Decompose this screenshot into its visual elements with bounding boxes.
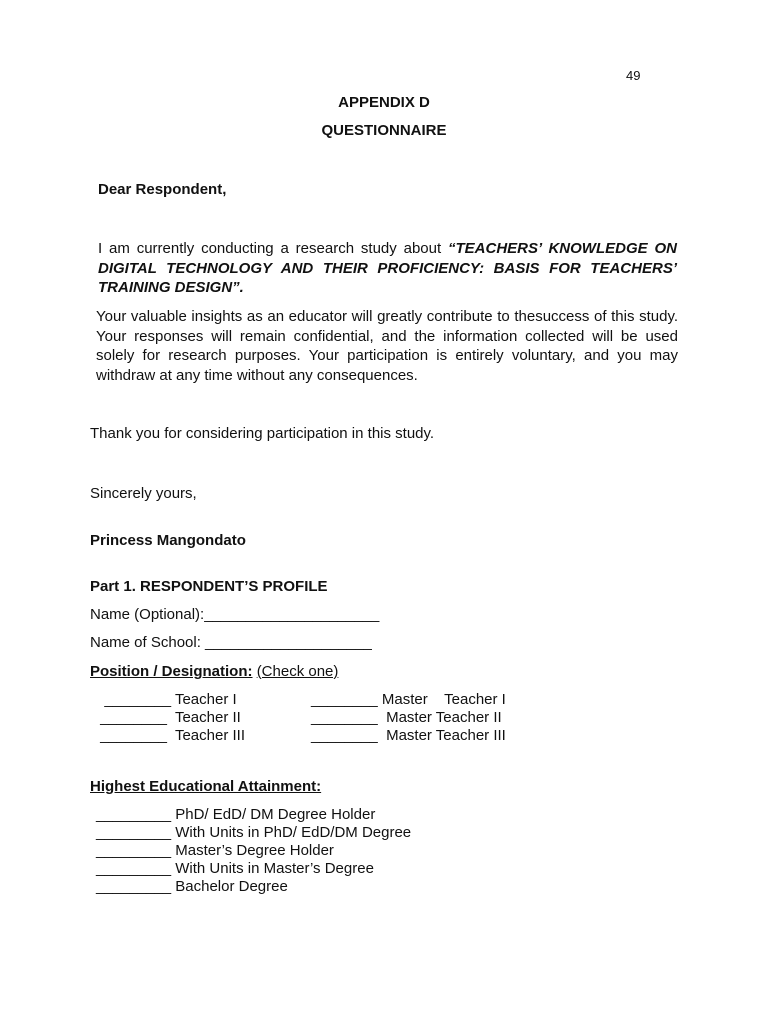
body-paragraph: Your valuable insights as an educator will greatly contribute to thesuccess of this study. Your responses will remain confidential, and the information collected will be used solely for research purposes. Your participation is entirely voluntary, and you may withdraw at any time without any consequences. [96, 308, 678, 384]
position-option-master-2: ________ Master Teacher II [311, 709, 502, 726]
position-option-teacher-3: ________ Teacher III [96, 727, 246, 744]
education-option: _________ PhD/ EdD/ DM Degree Holder [96, 806, 376, 823]
position-option-master-3: ________ Master Teacher III [311, 727, 506, 744]
study-title: “TEACHERS’ KNOWLEDGE ON DIGITAL TECHNOLOGY AND THEIR PROFICIENCY: BASIS FOR TEACHERS’ TRAINING DESIGN”. [98, 240, 677, 297]
page-number: 49 [626, 68, 641, 83]
intro-paragraph [98, 239, 677, 298]
document-title: QUESTIONNAIRE [321, 122, 447, 139]
thanks-line: Thank you for considering participation in this study. [90, 425, 435, 442]
appendix-label: APPENDIX D [338, 94, 430, 111]
name-field: Name (Optional):_____________________ [90, 606, 380, 623]
position-option-teacher-1: ________ Teacher I [96, 691, 237, 708]
position-note: (Check one) [256, 663, 339, 680]
part1-heading: Part 1. RESPONDENT’S PROFILE [90, 578, 328, 595]
salutation: Dear Respondent, [98, 181, 227, 198]
closing-line: Sincerely yours, [90, 485, 197, 502]
education-option: _________ Bachelor Degree [96, 878, 288, 895]
position-heading-line [90, 663, 338, 680]
education-option: _________ With Units in PhD/ EdD/DM Degree [96, 824, 412, 841]
education-option: _________ With Units in Master’s Degree [96, 860, 374, 877]
author-name: Princess Mangondato [90, 532, 246, 549]
position-option-master-1: ________ Master Teacher I [311, 691, 506, 708]
education-heading: Highest Educational Attainment: [90, 778, 322, 795]
position-option-teacher-2: ________ Teacher II [96, 709, 241, 726]
school-field: Name of School: ____________________ [90, 634, 372, 651]
position-heading: Position / Designation: [90, 663, 253, 680]
intro-lead: I am currently conducting a research study about [98, 240, 448, 257]
education-option: _________ Master’s Degree Holder [96, 842, 334, 859]
